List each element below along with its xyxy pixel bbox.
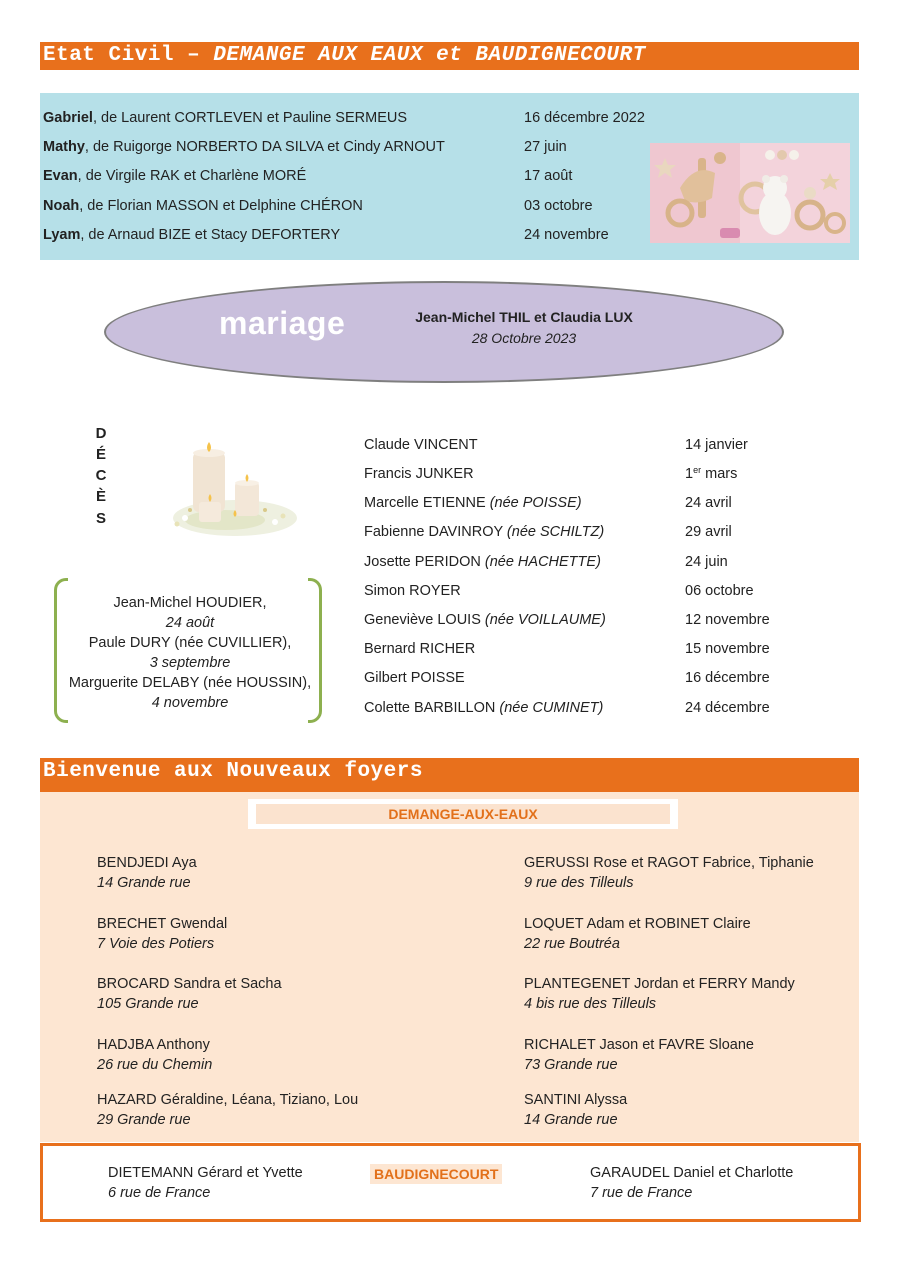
banner-title: DEMANGE AUX EAUX et BAUDIGNECOURT: [213, 44, 646, 67]
death-name: Geneviève LOUIS (née VOILLAUME): [364, 612, 606, 628]
birth-date: 24 novembre: [524, 227, 609, 243]
death-name: Colette BARBILLON (née CUMINET): [364, 700, 604, 716]
deces-letter: D: [95, 425, 107, 442]
memorial-date: 4 novembre: [151, 695, 229, 711]
birth-date: 27 juin: [524, 139, 567, 155]
birth-row: Lyam, de Arnaud BIZE et Stacy DEFORTERY: [43, 227, 341, 243]
marriage-label: mariage: [219, 305, 346, 341]
foyers-banner: Bienvenue aux Nouveaux foyers: [40, 758, 859, 792]
death-date: 06 octobre: [685, 583, 754, 599]
birth-date: 17 août: [524, 168, 573, 184]
death-name: Bernard RICHER: [364, 641, 476, 657]
birth-row: Gabriel, de Laurent CORTLEVEN et Pauline SERMEUS: [43, 110, 408, 126]
baudignecourt-label: BAUDIGNECOURT: [370, 1164, 502, 1184]
death-name: Simon ROYER: [364, 583, 461, 599]
death-date: 24 juin: [685, 554, 728, 570]
marriage-names: Jean-Michel THIL et Claudia LUX: [415, 309, 633, 325]
candles-image: [165, 440, 305, 540]
death-date: 24 décembre: [685, 700, 770, 716]
death-date: 15 novembre: [685, 641, 770, 657]
memorial-name: Paule DURY (née CUVILLIER),: [88, 635, 292, 651]
births-panel: [40, 93, 859, 260]
demange-label-box: [248, 799, 678, 829]
foyer-entry: DIETEMANN Gérard et Yvette 6 rue de France: [108, 1165, 303, 1201]
foyer-entry: PLANTEGENET Jordan et FERRY Mandy 4 bis rue des Tilleuls: [524, 976, 795, 1012]
foyer-entry: BENDJEDI Aya 14 Grande rue: [97, 855, 197, 891]
birth-date: 03 octobre: [524, 198, 593, 214]
death-name: Fabienne DAVINROY (née SCHILTZ): [364, 524, 605, 540]
death-date: 24 avril: [685, 495, 732, 511]
baby-toys-image: [650, 143, 850, 243]
birth-row: Evan, de Virgile RAK et Charlène MORÉ: [43, 168, 307, 184]
death-date: 12 novembre: [685, 612, 770, 628]
death-name: Gilbert POISSE: [364, 670, 465, 686]
deces-letter: C: [95, 467, 107, 484]
memorial-date: 24 août: [165, 615, 215, 631]
foyer-entry: HAZARD Géraldine, Léana, Tiziano, Lou 29 Grande rue: [97, 1092, 359, 1128]
birth-row: Noah, de Florian MASSON et Delphine CHÉRON: [43, 198, 363, 214]
deces-letter: È: [95, 488, 106, 505]
memorial-name: Marguerite DELABY (née HOUSSIN),: [68, 675, 312, 691]
deces-letter: S: [95, 510, 106, 527]
death-date: 1er mars: [685, 465, 738, 482]
death-date: 16 décembre: [685, 670, 770, 686]
foyer-entry: GERUSSI Rose et RAGOT Fabrice, Tiphanie 9 rue des Tilleuls: [524, 855, 814, 891]
death-name: Francis JUNKER: [364, 466, 474, 482]
death-date: 29 avril: [685, 524, 732, 540]
foyer-entry: BRECHET Gwendal 7 Voie des Potiers: [97, 916, 228, 952]
marriage-date: 28 Octobre 2023: [471, 330, 577, 346]
birth-row: Mathy, de Ruigorge NORBERTO DA SILVA et Cindy ARNOUT: [43, 139, 445, 155]
birth-date: 16 décembre 2022: [524, 110, 645, 126]
banner-prefix: Etat Civil –: [43, 44, 214, 67]
memorial-name: Jean-Michel HOUDIER,: [113, 595, 267, 611]
foyer-entry: HADJBA Anthony 26 rue du Chemin: [97, 1037, 213, 1073]
death-name: Josette PERIDON (née HACHETTE): [364, 554, 601, 570]
memorial-date: 3 septembre: [149, 655, 231, 671]
foyer-entry: BROCARD Sandra et Sacha 105 Grande rue: [97, 976, 282, 1012]
death-name: Marcelle ETIENNE (née POISSE): [364, 495, 582, 511]
memorial-list: [60, 593, 320, 713]
foyer-entry: RICHALET Jason et FAVRE Sloane 73 Grande rue: [524, 1037, 754, 1073]
demange-label: DEMANGE-AUX-EAUX: [256, 804, 670, 824]
deces-letter: É: [95, 446, 106, 463]
foyer-entry: GARAUDEL Daniel et Charlotte 7 rue de France: [590, 1165, 794, 1201]
etat-civil-banner: [40, 42, 859, 70]
death-name: Claude VINCENT: [364, 437, 478, 453]
death-date: 14 janvier: [685, 437, 748, 453]
foyer-entry: SANTINI Alyssa 14 Grande rue: [524, 1092, 628, 1128]
foyer-entry: LOQUET Adam et ROBINET Claire 22 rue Boutréa: [524, 916, 751, 952]
